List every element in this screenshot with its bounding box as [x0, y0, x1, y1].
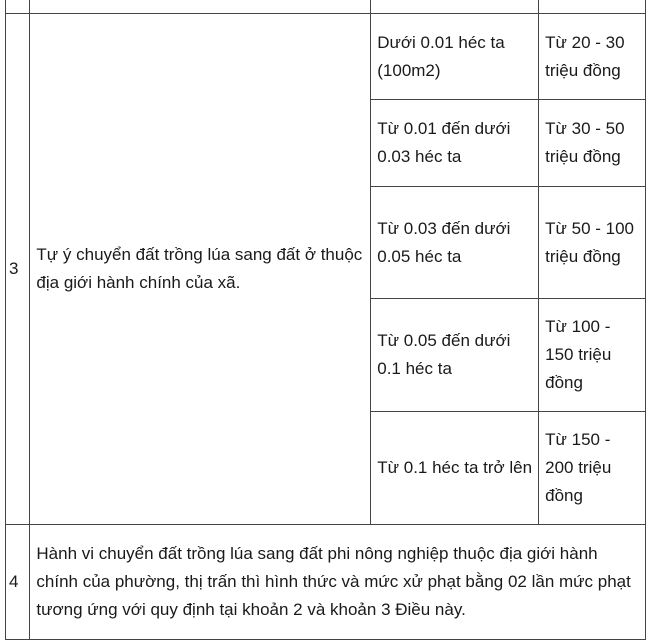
fine-cell [539, 187, 646, 299]
row-number-cell [6, 525, 30, 640]
cell-empty [30, 0, 371, 14]
violation-description-cell [30, 14, 371, 525]
row-number-cell [6, 14, 30, 525]
table-row [6, 14, 646, 100]
area-cell [371, 412, 539, 525]
row-number: 3 [9, 259, 19, 278]
area-cell [371, 100, 539, 187]
cell-empty [539, 0, 646, 14]
fine-cell [539, 299, 646, 412]
row-number: 4 [9, 572, 19, 591]
area-range: Từ 0.03 đến dưới 0.05 héc ta [377, 218, 516, 266]
fine-amount: Từ 100 - 150 triệu đồng [545, 317, 617, 392]
area-range: Từ 0.01 đến dưới 0.03 héc ta [377, 119, 516, 166]
fine-cell [539, 14, 646, 100]
cell-empty [6, 0, 30, 14]
violation-description: Tự ý chuyển đất trồng lúa sang đất ở thuộc địa giới hành chính của xã. [36, 245, 368, 292]
cell-empty [371, 0, 539, 14]
violation-description: Hành vi chuyển đất trồng lúa sang đất phi nông nghiệp thuộc địa giới hành chính của phường, thị trấn thì hình thức và mức xử phạt bằng 02 lần mức phạt tương ứng với quy định tại khoản 2 và khoản 3 Điều này. [36, 544, 636, 619]
area-range: Dưới 0.01 héc ta (100m2) [377, 32, 510, 80]
area-range: Từ 0.1 héc ta trở lên [377, 458, 533, 477]
fine-amount: Từ 20 - 30 triệu đồng [545, 32, 630, 80]
area-cell [371, 299, 539, 412]
fine-amount: Từ 150 - 200 triệu đồng [545, 430, 617, 505]
table-row-previous-tail [6, 0, 646, 14]
fine-cell [539, 412, 646, 525]
area-cell [371, 187, 539, 299]
fine-cell [539, 100, 646, 187]
fine-amount: Từ 50 - 100 triệu đồng [545, 218, 639, 266]
violation-description-cell [30, 525, 646, 640]
area-cell [371, 14, 539, 100]
fine-amount: Từ 30 - 50 triệu đồng [545, 119, 630, 166]
penalty-table [5, 0, 646, 640]
table-row [6, 525, 646, 640]
area-range: Từ 0.05 đến dưới 0.1 héc ta [377, 331, 516, 378]
